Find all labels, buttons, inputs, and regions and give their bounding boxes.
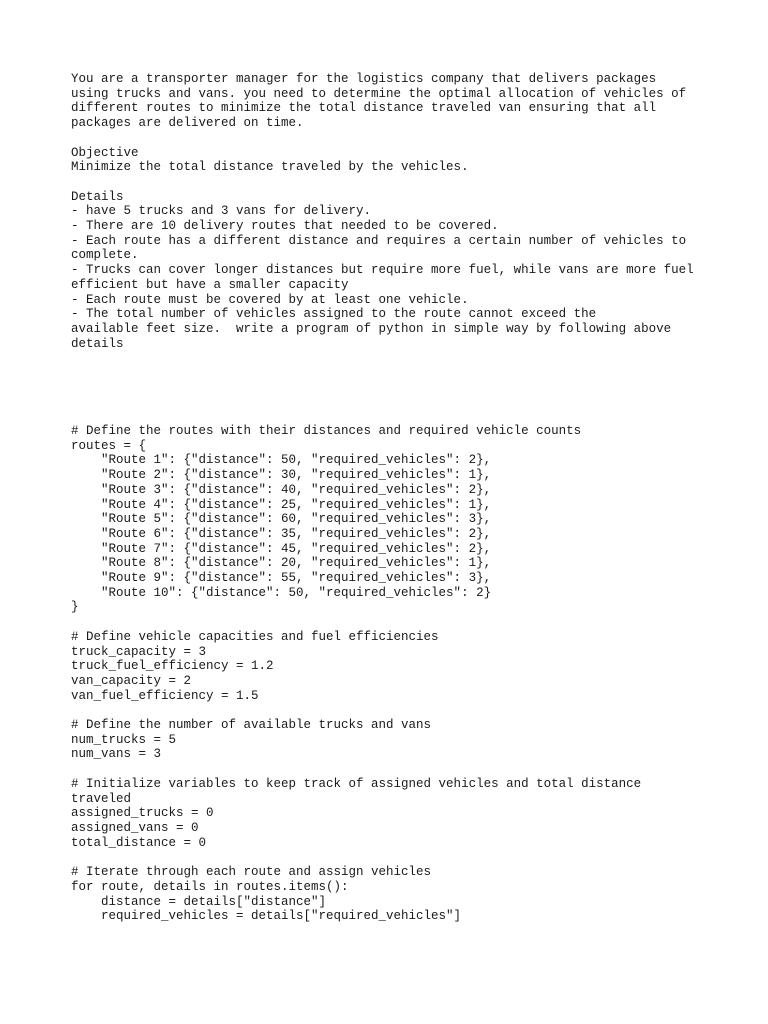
python-code-text: # Define the routes with their distances and required vehicle counts routes = { "Route 1": {"distance": 50, "required_vehicles": 2}, "Route 2": {"distance": 30, "required_vehicles": 1}, "Route 3": {"distance": 40, "required_vehicles": 2}, "Route 4": {"distance": 25, "required_vehicles": 1}, "Route 5": {"distance": 60, "required_vehicles": 3}, "Route 6": {"distance": 35, "required_vehicles": 2}, "Route 7": {"distance": 45, "required_vehicles": 2}, "Route 8": {"distance": 20, "required_vehicles": 1}, "Route 9": {"distance": 55, "required_vehicles": 3}, "Route 10": {"distance": 50, "required_vehicles": 2} } # Define vehicle capacities and fuel efficiencies truck_capacity = 3 truck_fuel_efficiency = 1.2 van_capacity = 2 van_fuel_efficiency = 1.5 # Define the number of available trucks and vans num_trucks = 5 num_vans = 3 # Initialize variables to keep track of assigned vehicles and total distance traveled assigned_trucks = 0 assigned_vans = 0 total_distance = 0 # Iterate through each route and assign vehicles for route, details in routes.items(): distance = details["distance"] required_vehicles = details["required_vehicles"] — [71, 424, 642, 924]
problem-statement-text: You are a transporter manager for the logistics company that delivers packages using trucks and vans. you need to determine the optimal allocation of vehicles of different routes to minimize the total distance traveled van ensuring that all packages are delivered on time. Objective Minimize the total distance traveled by the vehicles. Details - have 5 trucks and 3 vans for delivery. - There are 10 delivery routes that needed to be covered. - Each route has a different distance and requires a certain number of vehicles to complete. - Trucks can cover longer distances but require more fuel, while vans are more fuel efficient but have a smaller capacity - Each route must be covered by at least one vehicle. - The total number of vehicles assigned to the route cannot exceed the available feet size. write a program of python in simple way by following above details — [71, 72, 694, 351]
